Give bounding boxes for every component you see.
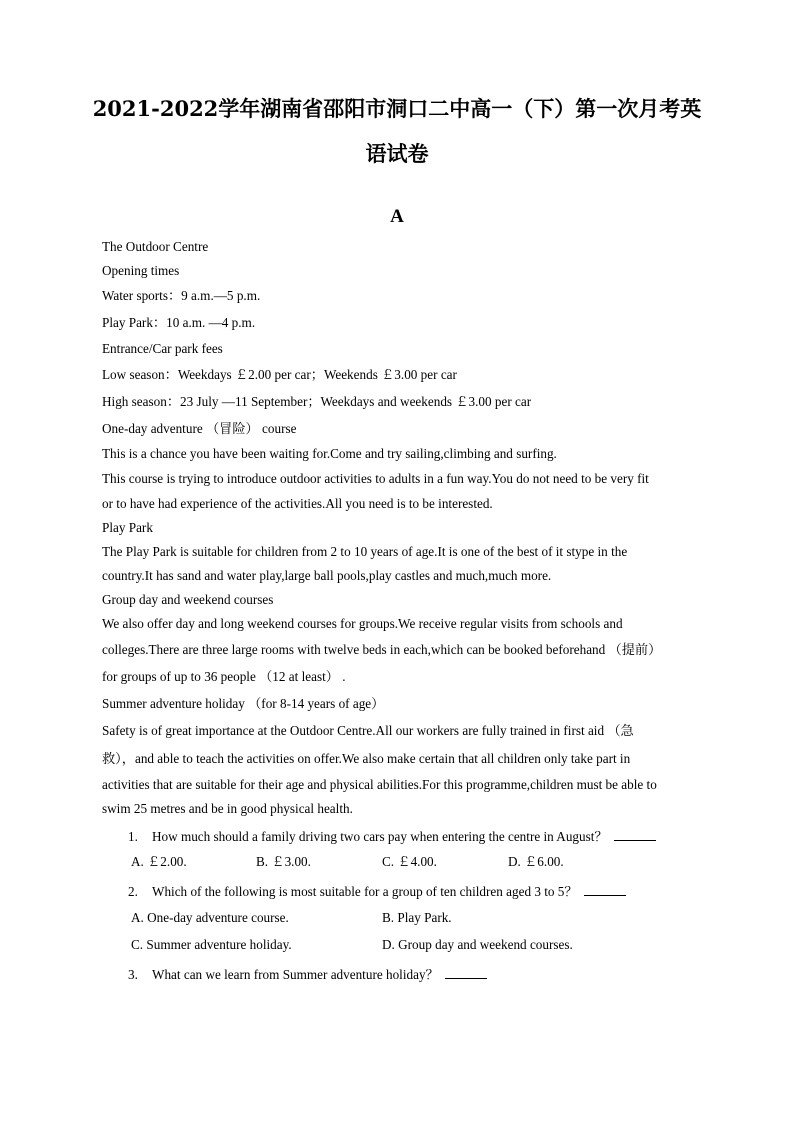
option-b[interactable]: B. Play Park. bbox=[382, 910, 452, 925]
passage-line: or to have had experience of the activities.All you need is to be interested. bbox=[102, 496, 493, 511]
option-c[interactable]: C. ￡4.00. bbox=[382, 854, 437, 869]
passage-line: One-day adventure （冒险） course bbox=[102, 421, 297, 436]
option-d[interactable]: D. ￡6.00. bbox=[508, 854, 564, 869]
question-3 bbox=[128, 966, 487, 981]
option-d[interactable]: D. Group day and weekend courses. bbox=[382, 937, 573, 952]
passage-line: High season：23 July —11 September；Weekdays and weekends ￡3.00 per car bbox=[102, 394, 532, 409]
answer-blank[interactable] bbox=[445, 966, 487, 979]
passage-line: Play Park：10 a.m. —4 p.m. bbox=[102, 315, 256, 330]
passage-line: Entrance/Car park fees bbox=[102, 341, 223, 356]
passage-line: We also offer day and long weekend courses for groups.We receive regular visits from schools and bbox=[102, 616, 623, 631]
answer-blank[interactable] bbox=[614, 828, 656, 841]
exam-title-line-2: 语试卷 bbox=[365, 141, 429, 166]
passage-line: The Outdoor Centre bbox=[102, 239, 209, 254]
question-text: What can we learn from Summer adventure holiday？ bbox=[152, 967, 439, 982]
option-c[interactable]: C. Summer adventure holiday. bbox=[131, 937, 292, 952]
passage-line: This is a chance you have been waiting for.Come and try sailing,climbing and surfing. bbox=[102, 446, 557, 461]
question-2 bbox=[128, 883, 626, 898]
passage-line: country.It has sand and water play,large ball pools,play castles and much,much more. bbox=[102, 568, 552, 583]
passage-line: for groups of up to 36 people （12 at least） . bbox=[102, 669, 346, 684]
passage-line: Opening times bbox=[102, 263, 180, 278]
section-letter: A bbox=[390, 206, 404, 227]
answer-blank[interactable] bbox=[584, 883, 626, 896]
option-b[interactable]: B. ￡3.00. bbox=[256, 854, 311, 869]
question-number: 3. bbox=[128, 967, 138, 982]
passage-line: Play Park bbox=[102, 520, 153, 535]
option-a[interactable]: A. ￡2.00. bbox=[131, 854, 187, 869]
passage-line: Low season：Weekdays ￡2.00 per car；Weekends ￡3.00 per car bbox=[102, 367, 457, 382]
passage-line: Group day and weekend courses bbox=[102, 592, 274, 607]
passage-line: swim 25 metres and be in good physical health. bbox=[102, 801, 353, 816]
exam-title-line-1: 2021-2022学年湖南省邵阳市洞口二中高一（下）第一次月考英 bbox=[92, 96, 702, 121]
passage-line: Safety is of great importance at the Outdoor Centre.All our workers are fully trained in first aid （急 bbox=[102, 723, 634, 738]
option-a[interactable]: A. One-day adventure course. bbox=[131, 910, 289, 925]
question-1 bbox=[128, 828, 656, 843]
question-number: 1. bbox=[128, 829, 138, 844]
passage-line: 救），and able to teach the activities on offer.We also make certain that all children only take part in bbox=[102, 751, 631, 766]
passage-line: Water sports：9 a.m.—5 p.m. bbox=[102, 288, 261, 303]
passage-line: Summer adventure holiday （for 8-14 years of age） bbox=[102, 696, 385, 711]
passage-line: colleges.There are three large rooms with twelve beds in each,which can be booked beforehand （提前） bbox=[102, 642, 662, 657]
question-text: Which of the following is most suitable for a group of ten children aged 3 to 5？ bbox=[152, 884, 578, 899]
passage-line: This course is trying to introduce outdoor activities to adults in a fun way.You do not need to be very fit bbox=[102, 471, 649, 486]
passage-line: The Play Park is suitable for children from 2 to 10 years of age.It is one of the best of it stype in the bbox=[102, 544, 628, 559]
passage-line: activities that are suitable for their age and physical abilities.For this programme,children must be able to bbox=[102, 777, 657, 792]
question-number: 2. bbox=[128, 884, 138, 899]
question-text: How much should a family driving two cars pay when entering the centre in August？ bbox=[152, 829, 608, 844]
